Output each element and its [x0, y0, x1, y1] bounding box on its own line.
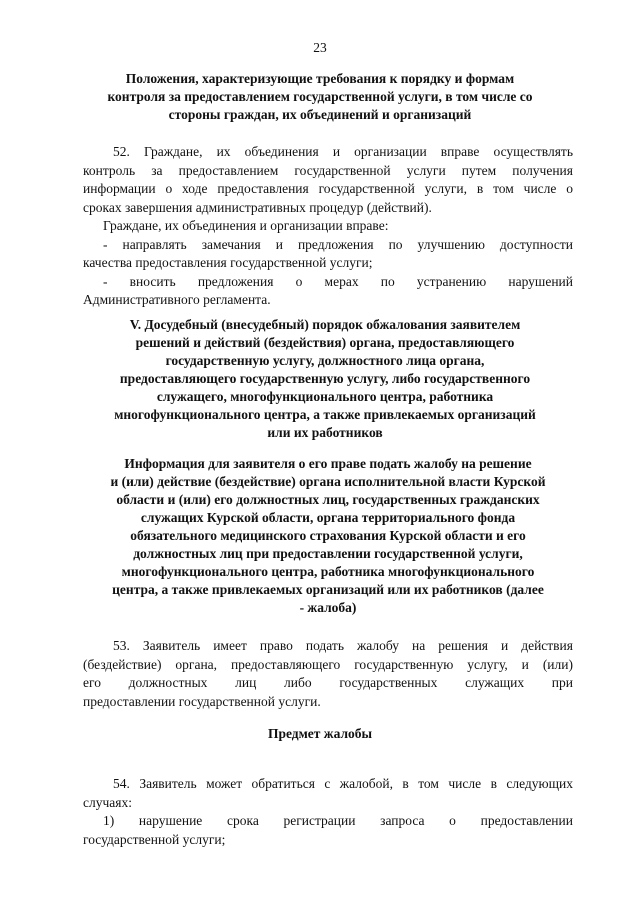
heading-line: Информация для заявителя о его праве подать жалобу на решение — [124, 456, 532, 471]
heading-line: стороны граждан, их объединений и организаций — [168, 107, 472, 122]
page-number: 23 — [313, 40, 327, 55]
heading-line: V. Досудебный (внесудебный) порядок обжалования заявителем — [129, 317, 521, 332]
paragraph-54 — [83, 775, 573, 849]
heading-line: многофункционального центра, а также привлекаемых организаций — [114, 407, 536, 422]
heading-line: многофункционального центра, работника многофункционального — [121, 564, 535, 579]
heading-line: служащего, многофункционального центра, работника — [156, 389, 494, 404]
paragraph-line: предоставлении государственной услуги. — [83, 693, 321, 709]
heading-line: - жалоба) — [299, 600, 357, 615]
paragraph-52 — [83, 143, 573, 310]
heading-line: служащих Курской области, органа территориального фонда — [140, 510, 516, 525]
paragraph-line: 53. Заявитель имеет право подать жалобу на решения и действия — [113, 638, 573, 653]
paragraph-line: Граждане, их объединения и организации вправе: — [103, 218, 389, 233]
heading-line: государственную услугу, должностного лица органа, — [165, 353, 485, 368]
paragraph-line: 54. Заявитель может обратиться с жалобой, в том числе в следующих — [113, 776, 573, 791]
heading-line: и (или) действие (бездействие) органа исполнительной власти Курской — [110, 474, 546, 489]
paragraph-line: - направлять замечания и предложения по улучшению доступности — [103, 236, 573, 252]
heading-line: обязательного медицинского страхования Курской области и его — [130, 528, 526, 543]
heading-line: предоставляющего государственную услугу, либо государственного — [119, 371, 531, 386]
heading-line: должностных лиц при предоставлении государственной услуги, — [133, 546, 523, 561]
heading-line: центра, а также привлекаемых организаций или их работников (далее — [112, 582, 544, 597]
paragraph-line: 1) нарушение срока регистрации запроса о предоставлении — [103, 813, 573, 828]
heading-line: Положения, характеризующие требования к порядку и формам — [125, 71, 515, 86]
section-heading-subject — [60, 725, 580, 743]
paragraph-line: 52. Граждане, их объединения и организации вправе осуществлять — [113, 144, 573, 159]
heading-line: области и (или) его должностных лиц, государственных гражданских — [116, 492, 540, 507]
paragraph-line: качества предоставления государственной услуги; — [83, 255, 373, 270]
paragraph-line: его должностных лиц либо государственных служащих при — [83, 675, 573, 690]
heading-line: Предмет жалобы — [267, 726, 373, 741]
heading-line: решений и действий (бездействия) органа, предоставляющего — [135, 335, 515, 350]
section-heading-v — [65, 316, 585, 442]
heading-line: контроля за предоставлением государственной услуги, в том числе со — [107, 89, 533, 104]
paragraph-line: сроках завершения административных процедур (действий). — [83, 199, 432, 215]
paragraph-line: информации о ходе предоставления государственной услуги, в том числе о — [83, 181, 573, 196]
section-heading-control — [60, 70, 580, 124]
paragraph-line: - вносить предложения о мерах по устранению нарушений — [103, 273, 573, 289]
paragraph-line: Административного регламента. — [83, 292, 271, 307]
paragraph-line: контроль за предоставлением государственной услуги путем получения — [83, 162, 573, 178]
paragraph-line: случаях: — [83, 794, 132, 810]
heading-line: или их работников — [267, 425, 383, 440]
paragraph-line: (бездействие) органа, предоставляющего государственную услугу, и (или) — [83, 656, 573, 672]
paragraph-53 — [83, 637, 573, 711]
section-heading-information — [68, 455, 588, 617]
paragraph-line: государственной услуги; — [83, 831, 226, 847]
